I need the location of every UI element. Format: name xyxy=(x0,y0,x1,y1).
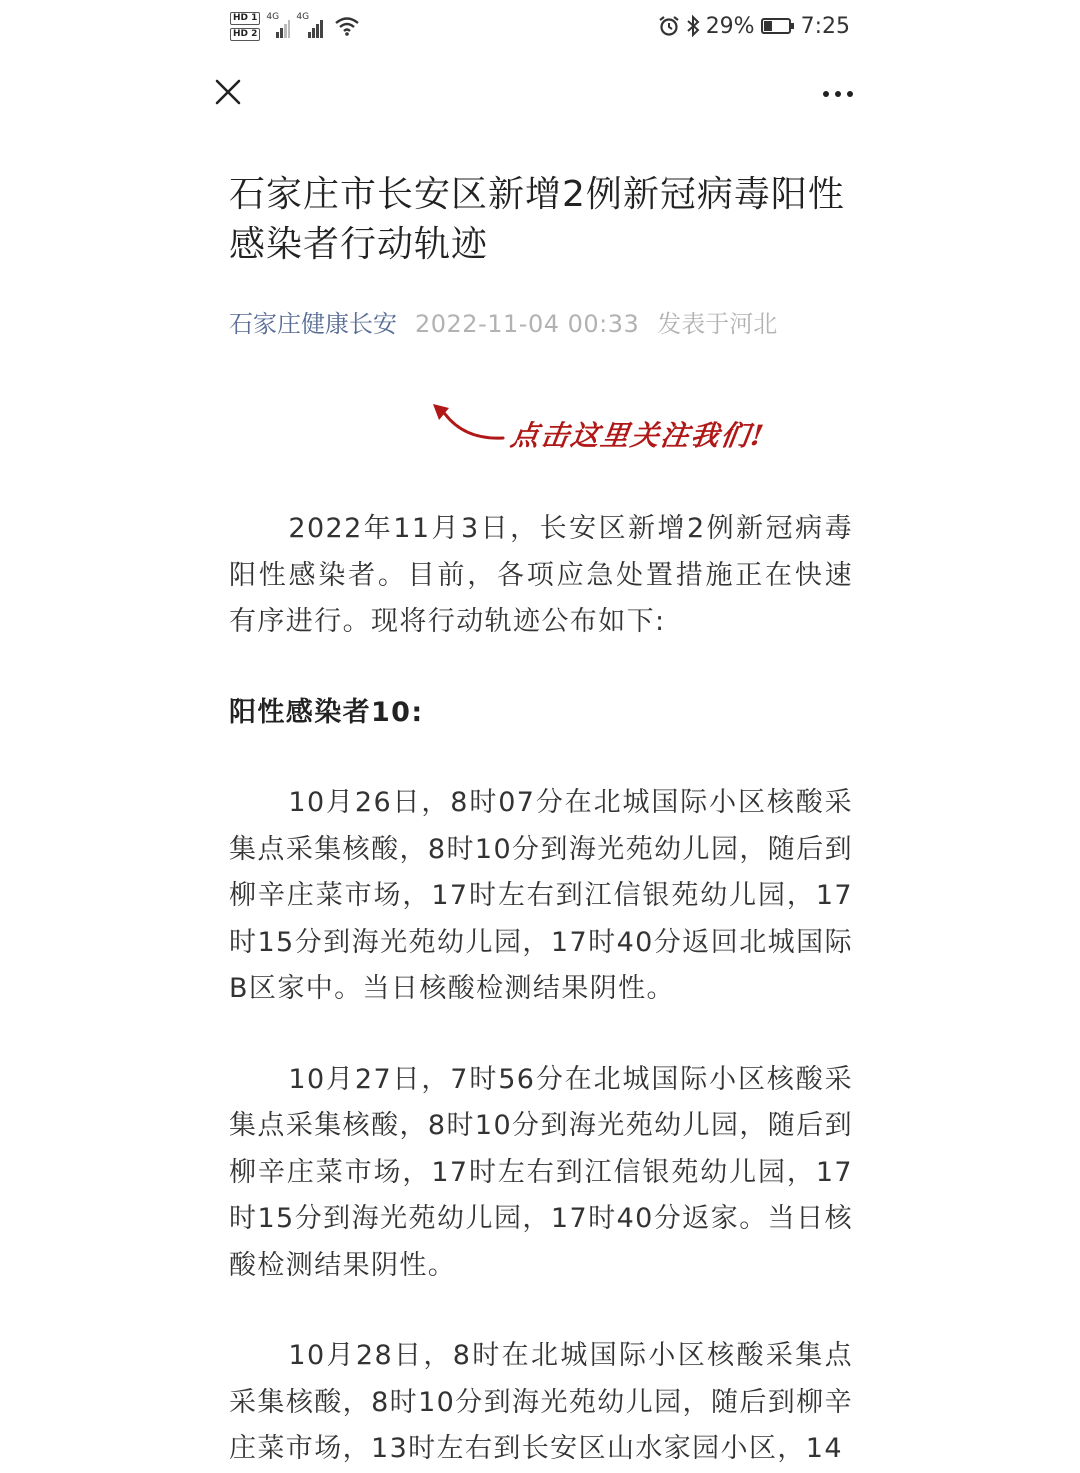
status-bar xyxy=(0,0,1080,56)
status-right xyxy=(658,10,850,42)
top-nav-bar xyxy=(0,66,1080,122)
case-heading: 阳性感染者10: xyxy=(229,696,424,728)
intro-paragraph: 2022年11月3日，长安区新增2例新冠病毒阳性感染者。目前，各项应急处置措施正在快速有序进行。现将行动轨迹公布如下: xyxy=(229,513,853,637)
alarm-icon xyxy=(658,15,680,37)
close-button[interactable] xyxy=(210,74,246,110)
wifi-icon xyxy=(334,15,360,37)
more-icon xyxy=(818,76,858,112)
battery-percent: 29% xyxy=(705,13,755,39)
bluetooth-icon xyxy=(686,15,700,37)
trajectory-paragraph: 10月27日，7时56分在北城国际小区核酸采集点采集核酸，8时10分到海光苑幼儿园，随后到柳辛庄菜市场，17时左右到江信银苑幼儿园，17时15分到海光苑幼儿园，17时40分返家。当日核酸检测结果阴性。 xyxy=(229,1063,853,1281)
follow-banner[interactable] xyxy=(229,390,853,460)
arrow-up-left-icon xyxy=(425,400,505,450)
article-meta xyxy=(229,308,853,340)
network-label: 4G xyxy=(266,12,280,22)
close-icon xyxy=(210,74,246,110)
status-left xyxy=(230,8,360,44)
trajectory-paragraph: 10月26日，8时07分在北城国际小区核酸采集点采集核酸，8时10分到海光苑幼儿园，随后到柳辛庄菜市场，17时左右到江信银苑幼儿园，17时15分到海光苑幼儿园，17时40分返回北城国际B区家中。当日核酸检测结果阴性。 xyxy=(229,787,853,1004)
publish-location: 发表于河北 xyxy=(657,310,778,338)
clock: 7:25 xyxy=(800,13,850,39)
article-title: 石家庄市长安区新增2例新冠病毒阳性感染者行动轨迹 xyxy=(229,174,845,265)
hd1-label: HD 1 xyxy=(230,12,260,25)
publish-date: 2022-11-04 00:33 xyxy=(415,310,640,338)
article xyxy=(229,170,853,1473)
signal-icon xyxy=(298,14,326,38)
battery-icon xyxy=(761,18,791,34)
signal-icon xyxy=(268,14,290,38)
trajectory-paragraph: 10月28日，8时在北城国际小区核酸采集点采集核酸，8时10分到海光苑幼儿园，随后到柳辛庄菜市场，13时左右到长安区山水家园小区，14 xyxy=(229,1340,853,1464)
article-body xyxy=(229,506,853,1473)
author-link[interactable]: 石家庄健康长安 xyxy=(229,310,397,338)
more-button[interactable] xyxy=(818,76,858,112)
hd-indicator xyxy=(230,12,260,41)
follow-text: 点击这里关注我们! xyxy=(508,419,768,452)
hd2-label: HD 2 xyxy=(230,28,260,41)
network-label: 4G xyxy=(296,12,310,22)
